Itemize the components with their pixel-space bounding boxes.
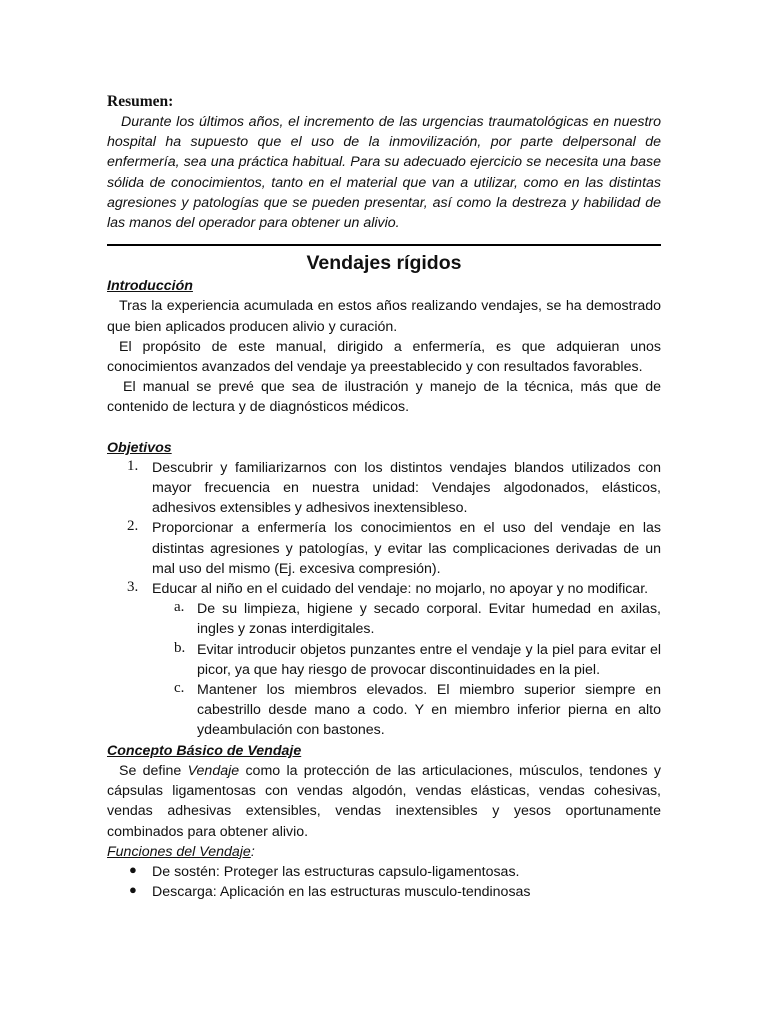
list-letter: c. bbox=[174, 680, 185, 697]
bullet-icon: ● bbox=[129, 882, 137, 898]
intro-paragraph-2: El propósito de este manual, dirigido a enfermería, es que adquieran unos conocimientos avanzados del vendaje ya preestablecido y con resultados favorables. bbox=[107, 338, 661, 376]
summary-text: Durante los últimos años, el incremento de las urgencias traumatológicas en nuestro hospital ha supuesto que el uso de la inmovilización, por parte delpersonal de enfermería, sea una práctica habitual. Para su adecuado ejercicio se necesita una base sólida de conocimientos, tanto en el material que van a utilizar, como en las distintas agresiones y patologías que se pueden presentar, así como la destreza y habilidad de las manos del operador para obtener un alivio. bbox=[107, 114, 661, 232]
objective-item bbox=[107, 518, 661, 579]
sub-item-text: Mantener los miembros elevados. El miembro superior siempre en cabestrillo desde mano a codo. Y en miembro inferior pierna en alto ydeambulación con bastones. bbox=[197, 682, 661, 739]
concept-text-before: Se define bbox=[119, 762, 188, 779]
function-item bbox=[107, 882, 661, 902]
document-page bbox=[107, 92, 661, 902]
objective-item bbox=[107, 579, 661, 741]
functions-list bbox=[107, 862, 661, 902]
objective-text: Educar al niño en el cuidado del vendaje: no mojarlo, no apoyar y no modificar. bbox=[152, 581, 649, 598]
objective-text: Descubrir y familiarizarnos con los distintos vendajes blandos utilizados con mayor frecuencia en nuestra unidad: Vendajes algodonados, elásticos, adhesivos extensibles y adhesivos inextensibleso. bbox=[152, 459, 661, 517]
objectives-list bbox=[107, 458, 661, 741]
objective-item bbox=[107, 458, 661, 519]
concept-heading: Concepto Básico de Vendaje bbox=[107, 742, 302, 759]
intro-paragraph-1: Tras la experiencia acumulada en estos años realizando vendajes, se ha demostrado que bien aplicados producen alivio y curación. bbox=[107, 298, 661, 335]
concept-paragraph bbox=[107, 761, 661, 842]
objective-text: Proporcionar a enfermería los conocimientos en el uso del vendaje en las distintas agresiones y patologías, y evitar las complicaciones derivadas de un mal uso del mismo (Ej. excesiva compresión). bbox=[152, 520, 661, 577]
objective-sublist bbox=[152, 599, 661, 740]
functions-heading: Funciones del Vendaje bbox=[107, 843, 251, 860]
sub-item bbox=[152, 680, 661, 741]
list-number: 1. bbox=[127, 457, 139, 474]
summary-title: Resumen: bbox=[107, 93, 174, 110]
intro-heading: Introducción bbox=[107, 278, 193, 295]
concept-term: Vendaje bbox=[187, 762, 240, 779]
sub-item bbox=[152, 640, 661, 680]
sub-item-text: De su limpieza, higiene y secado corporal. Evitar humedad en axilas, ingles y zonas interdigitales. bbox=[197, 601, 661, 638]
functions-colon: : bbox=[250, 843, 255, 860]
objectives-heading: Objetivos bbox=[107, 439, 172, 456]
horizontal-rule bbox=[107, 244, 661, 246]
bullet-icon: ● bbox=[129, 861, 137, 877]
intro-paragraph-3: El manual se prevé que sea de ilustración y manejo de la técnica, más que de contenido de lectura y de diagnósticos médicos. bbox=[107, 379, 661, 416]
document-title: Vendajes rígidos bbox=[306, 252, 462, 275]
list-letter: b. bbox=[174, 639, 186, 656]
function-text: De sostén: Proteger las estructuras capsulo-ligamentosas. bbox=[152, 863, 520, 880]
function-item bbox=[107, 862, 661, 882]
concept-text-after: como la protección de las articulaciones, músculos, tendones y cápsulas ligamentosas con vendas algodón, vendas elásticas, vendas cohesivas, vendas adhesivas extensibles, vendas inextensibles y yesos oportunamente combinados para obtener alivio. bbox=[107, 762, 661, 840]
sub-item-text: Evitar introducir objetos punzantes entre el vendaje y la piel para evitar el picor, ya que hay riesgo de provocar discontinuidades en la piel. bbox=[197, 641, 661, 678]
list-number: 2. bbox=[127, 518, 139, 535]
list-number: 3. bbox=[127, 579, 139, 596]
sub-item bbox=[152, 599, 661, 639]
spacer bbox=[107, 418, 661, 438]
list-letter: a. bbox=[174, 599, 185, 616]
function-text: Descarga: Aplicación en las estructuras musculo-tendinosas bbox=[152, 884, 531, 901]
functions-heading-line bbox=[107, 842, 661, 862]
